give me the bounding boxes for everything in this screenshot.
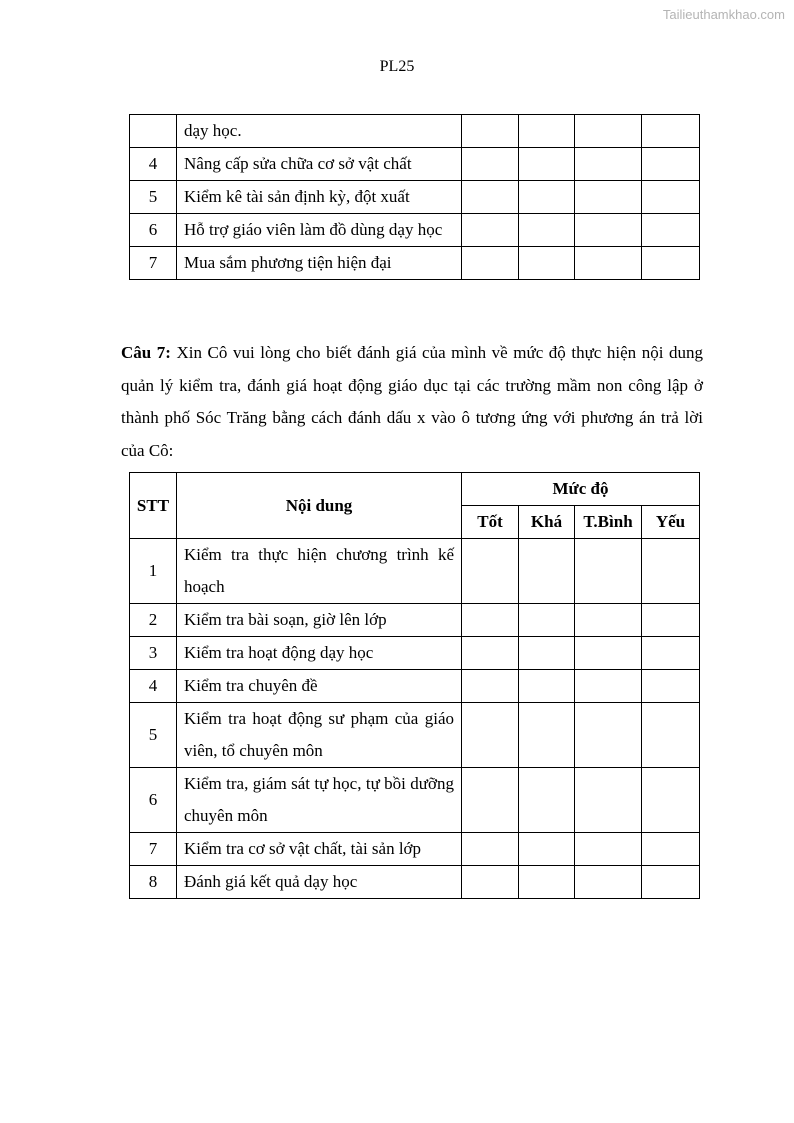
rating-cell[interactable] — [642, 670, 700, 703]
row-content: dạy học. — [177, 115, 462, 148]
row-number: 7 — [130, 833, 177, 866]
table-row — [130, 833, 700, 866]
rating-cell[interactable] — [519, 539, 575, 604]
rating-cell[interactable] — [575, 247, 642, 280]
table-row — [130, 703, 700, 768]
row-content: Nâng cấp sửa chữa cơ sở vật chất — [177, 148, 462, 181]
rating-cell[interactable] — [575, 866, 642, 899]
rating-cell[interactable] — [642, 115, 700, 148]
table-row — [130, 637, 700, 670]
rating-cell[interactable] — [642, 833, 700, 866]
rating-cell[interactable] — [642, 637, 700, 670]
row-content: Mua sắm phương tiện hiện đại — [177, 247, 462, 280]
rating-cell[interactable] — [642, 148, 700, 181]
row-number: 6 — [130, 214, 177, 247]
rating-cell[interactable] — [462, 703, 519, 768]
rating-cell[interactable] — [462, 115, 519, 148]
table-row — [130, 866, 700, 899]
row-content: Hỗ trợ giáo viên làm đồ dùng dạy học — [177, 214, 462, 247]
rating-cell[interactable] — [575, 214, 642, 247]
rating-cell[interactable] — [642, 181, 700, 214]
rating-cell[interactable] — [519, 768, 575, 833]
rating-cell[interactable] — [519, 115, 575, 148]
rating-cell[interactable] — [462, 866, 519, 899]
rating-cell[interactable] — [642, 703, 700, 768]
rating-cell[interactable] — [462, 833, 519, 866]
rating-cell[interactable] — [519, 604, 575, 637]
row-number: 8 — [130, 866, 177, 899]
row-content: Kiểm tra cơ sở vật chất, tài sản lớp — [177, 833, 462, 866]
rating-cell[interactable] — [642, 866, 700, 899]
table-row — [130, 768, 700, 833]
rating-cell[interactable] — [462, 604, 519, 637]
rating-cell[interactable] — [519, 214, 575, 247]
row-number: 4 — [130, 670, 177, 703]
rating-cell[interactable] — [462, 214, 519, 247]
rating-cell[interactable] — [575, 181, 642, 214]
rating-cell[interactable] — [575, 148, 642, 181]
rating-cell[interactable] — [575, 604, 642, 637]
table-row — [130, 670, 700, 703]
row-content: Kiểm tra thực hiện chương trình kế hoạch — [177, 539, 462, 604]
row-content: Kiểm tra, giám sát tự học, tự bồi dưỡng chuyên môn — [177, 768, 462, 833]
rating-cell[interactable] — [575, 768, 642, 833]
table-row — [130, 214, 700, 247]
row-number: 6 — [130, 768, 177, 833]
rating-cell[interactable] — [642, 539, 700, 604]
row-number: 2 — [130, 604, 177, 637]
row-number — [130, 115, 177, 148]
rating-cell[interactable] — [519, 866, 575, 899]
table-header-row — [130, 473, 700, 506]
rating-cell[interactable] — [519, 637, 575, 670]
row-number: 4 — [130, 148, 177, 181]
rating-cell[interactable] — [642, 247, 700, 280]
row-number: 5 — [130, 181, 177, 214]
rating-cell[interactable] — [642, 604, 700, 637]
rating-cell[interactable] — [575, 833, 642, 866]
rating-cell[interactable] — [462, 539, 519, 604]
row-content: Kiểm kê tài sản định kỳ, đột xuất — [177, 181, 462, 214]
rating-cell[interactable] — [575, 703, 642, 768]
rating-cell[interactable] — [462, 637, 519, 670]
table-row — [130, 604, 700, 637]
rating-cell[interactable] — [575, 670, 642, 703]
header-stt: STT — [130, 473, 177, 539]
row-content: Kiểm tra hoạt động dạy học — [177, 637, 462, 670]
header-level-good: Tốt — [462, 506, 519, 539]
header-level-fair: Khá — [519, 506, 575, 539]
watermark: Tailieuthamkhao.com — [662, 7, 785, 22]
table-row — [130, 115, 700, 148]
row-content: Kiểm tra hoạt động sư phạm của giáo viên, tổ chuyên môn — [177, 703, 462, 768]
question-label: Câu 7: — [121, 343, 171, 362]
table-row — [130, 181, 700, 214]
row-number: 7 — [130, 247, 177, 280]
rating-cell[interactable] — [575, 115, 642, 148]
assessment-table — [129, 472, 700, 899]
rating-cell[interactable] — [462, 670, 519, 703]
header-level: Mức độ — [462, 473, 700, 506]
rating-cell[interactable] — [642, 768, 700, 833]
row-number: 3 — [130, 637, 177, 670]
rating-cell[interactable] — [519, 670, 575, 703]
rating-cell[interactable] — [519, 703, 575, 768]
header-level-average: T.Bình — [575, 506, 642, 539]
rating-cell[interactable] — [462, 181, 519, 214]
rating-cell[interactable] — [519, 833, 575, 866]
header-content: Nội dung — [177, 473, 462, 539]
table-row — [130, 148, 700, 181]
row-content: Đánh giá kết quả dạy học — [177, 866, 462, 899]
table-row — [130, 539, 700, 604]
rating-cell[interactable] — [519, 148, 575, 181]
rating-cell[interactable] — [575, 539, 642, 604]
rating-cell[interactable] — [642, 214, 700, 247]
row-number: 1 — [130, 539, 177, 604]
page-number: PL25 — [379, 58, 415, 75]
row-number: 5 — [130, 703, 177, 768]
question-text: Xin Cô vui lòng cho biết đánh giá của mình về mức độ thực hiện nội dung quản lý kiểm tra, đánh giá hoạt động giáo dục tại các trường mầm non công lập ở thành phố Sóc Trăng bằng cách đánh dấu x vào ô tương ứng với phương án trả lời của Cô: — [121, 343, 703, 460]
table-continued — [129, 114, 700, 280]
table-row — [130, 247, 700, 280]
rating-cell[interactable] — [462, 148, 519, 181]
rating-cell[interactable] — [462, 247, 519, 280]
rating-cell[interactable] — [575, 637, 642, 670]
question-7 — [121, 337, 703, 467]
rating-cell[interactable] — [519, 247, 575, 280]
rating-cell[interactable] — [462, 768, 519, 833]
rating-cell[interactable] — [519, 181, 575, 214]
header-level-weak: Yếu — [642, 506, 700, 539]
row-content: Kiểm tra bài soạn, giờ lên lớp — [177, 604, 462, 637]
row-content: Kiểm tra chuyên đề — [177, 670, 462, 703]
